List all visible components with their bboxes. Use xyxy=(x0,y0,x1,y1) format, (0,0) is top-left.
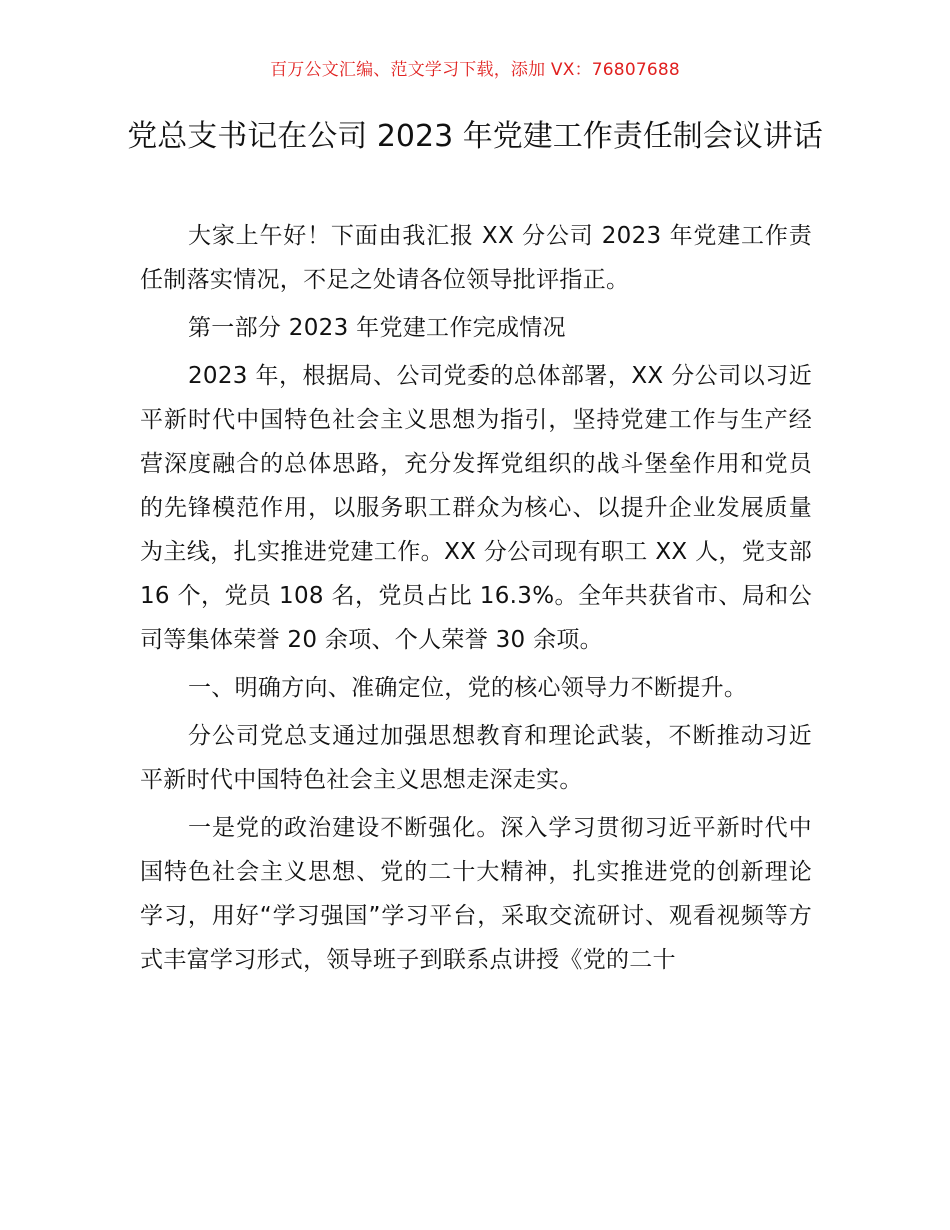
document-body xyxy=(140,214,812,986)
header-ad-note: 百万公文汇编、范文学习下载，添加 VX：76807688 xyxy=(270,60,680,80)
paragraph-theory: 分公司党总支通过加强思想教育和理论武装，不断推动习近平新时代中国特色社会主义思想走深走实。 xyxy=(140,723,812,793)
paragraph-political-building: 一是党的政治建设不断强化。深入学习贯彻习近平新时代中国特色社会主义思想、党的二十大精神，扎实推进党的创新理论学习，用好“学习强国”学习平台，采取交流研讨、观看视频等方式丰富学习形式，领导班子到联系点讲授《党的二十 xyxy=(140,815,812,973)
paragraph-overview: 2023 年，根据局、公司党委的总体部署，XX 分公司以习近平新时代中国特色社会主义思想为指引，坚持党建工作与生产经营深度融合的总体思路，充分发挥党组织的战斗堡垒作用和党员的先锋模范作用，以服务职工群众为核心、以提升企业发展质量为主线，扎实推进党建工作。XX 分公司现有职工 XX 人，党支部 16 个，党员 108 名，党员占比 16.3%。全年共获省市、局和公司等集体荣誉 20 余项、个人荣誉 30 余项。 xyxy=(140,363,812,653)
paragraph-greeting: 大家上午好！下面由我汇报 XX 分公司 2023 年党建工作责任制落实情况，不足之处请各位领导批评指正。 xyxy=(140,223,812,293)
document-title: 党总支书记在公司 2023 年党建工作责任制会议讲话 xyxy=(127,119,823,154)
section-heading-part-one: 第一部分 2023 年党建工作完成情况 xyxy=(188,315,566,341)
subheading-direction: 一、明确方向、准确定位，党的核心领导力不断提升。 xyxy=(188,675,748,701)
